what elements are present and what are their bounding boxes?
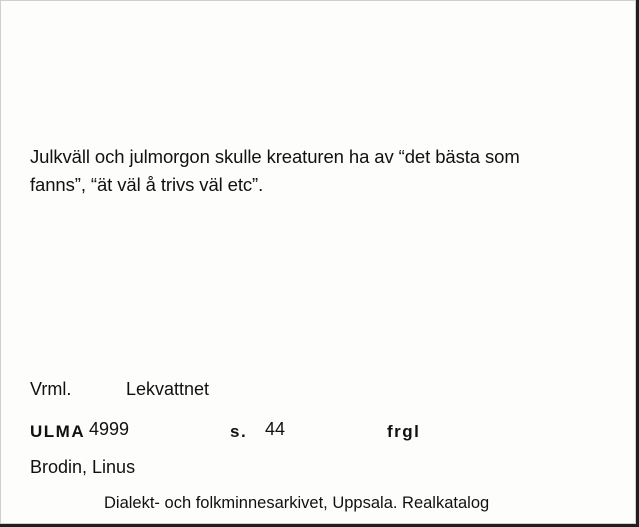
- place-name: Lekvattnet: [126, 379, 210, 399]
- card-body-text: [30, 143, 620, 199]
- region-label: Vrml.: [30, 379, 72, 399]
- institution-footer: Dialekt- och folkminnesarkivet, Uppsala. Realkatalog: [104, 494, 490, 512]
- page-number: 44: [265, 419, 286, 439]
- card-text-line: Julkväll och julmorgon skulle kreaturen ha av “det bästa som: [30, 146, 520, 167]
- archive-number: 4999: [89, 419, 130, 439]
- page-label: s.: [230, 422, 248, 441]
- collector-name: Brodin, Linus: [30, 457, 136, 477]
- archive-label: ULMA: [30, 422, 86, 441]
- category-code: frgl: [387, 422, 421, 441]
- card-text-line: fanns”, “ät väl å trivs väl etc”.: [30, 174, 264, 195]
